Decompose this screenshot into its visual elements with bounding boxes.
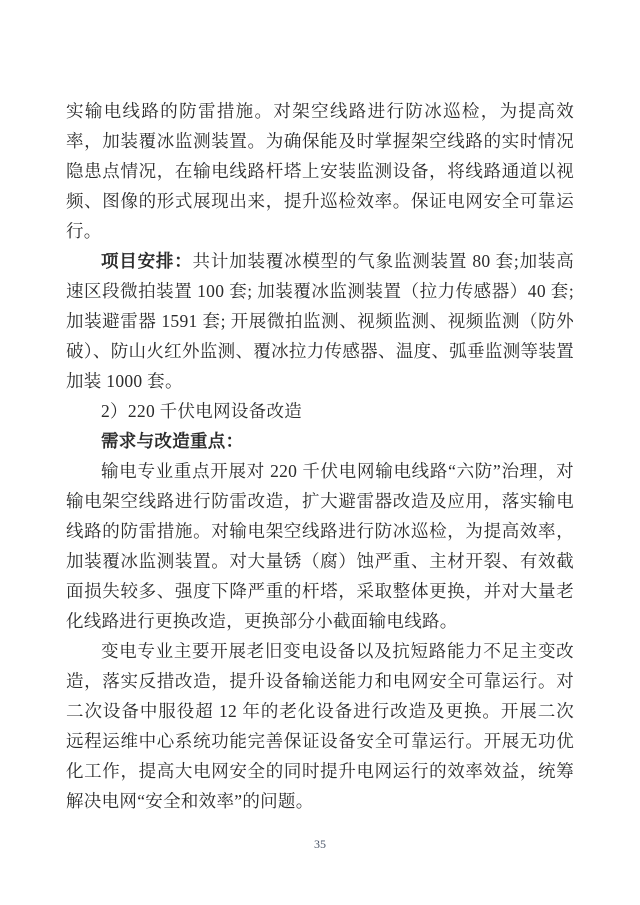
list-item-220kv-upgrade: 2）220 千伏电网设备改造 [101,401,303,421]
project-arrangement-text: 共计加装覆冰模型的气象监测装置 80 套;加装高速区段微拍装置 100 套; 加装覆冰监测装置（拉力传感器）40 套; 加装避雷器 1591 套; 开展微拍监测、视频监测、视频监测（防外破）、防山火红外监测、覆冰拉力传感器、温度、弧垂监测等装置加装 1000 套。 [66,251,575,391]
document-body [66,96,574,816]
paragraph-transmission-work: 输电专业重点开展对 220 千伏电网输电线路“六防”治理，对输电架空线路进行防雷改造，扩大避雷器改造及应用，落实输电线路的防雷措施。对输电架空线路进行防冰巡检，为提高效率，加装覆冰监测装置。对大量锈（腐）蚀严重、主材开裂、有效截面损失较多、强度下降严重的杆塔，采取整体更换，并对大量老化线路进行更换改造，更换部分小截面输电线路。 [66,461,574,631]
project-arrangement-label: 项目安排： [101,251,193,271]
paragraph-continuation: 实输电线路的防雷措施。对架空线路进行防冰巡检，为提高效率，加装覆冰监测装置。为确保能及时掌握架空线路的实时情况隐患点情况，在输电线路杆塔上安装监测设备，将线路通道以视频、图像的形式展现出来，提升巡检效率。保证电网安全可靠运行。 [66,101,574,241]
paragraph-project-arrangement [66,246,574,396]
page-number: 35 [314,837,326,851]
heading-requirements-and-focus: 需求与改造重点： [101,431,244,451]
paragraph-substation-work: 变电专业主要开展老旧变电设备以及抗短路能力不足主变改造，落实反措改造，提升设备输送能力和电网安全可靠运行。对二次设备中服役超 12 年的老化设备进行改造及更换。开展二次远程运维中心系统功能完善保证设备安全可靠运行。开展无功优化工作，提高大电网安全的同时提升电网运行的效率效益，统筹解决电网“安全和效率”的问题。 [66,641,574,811]
